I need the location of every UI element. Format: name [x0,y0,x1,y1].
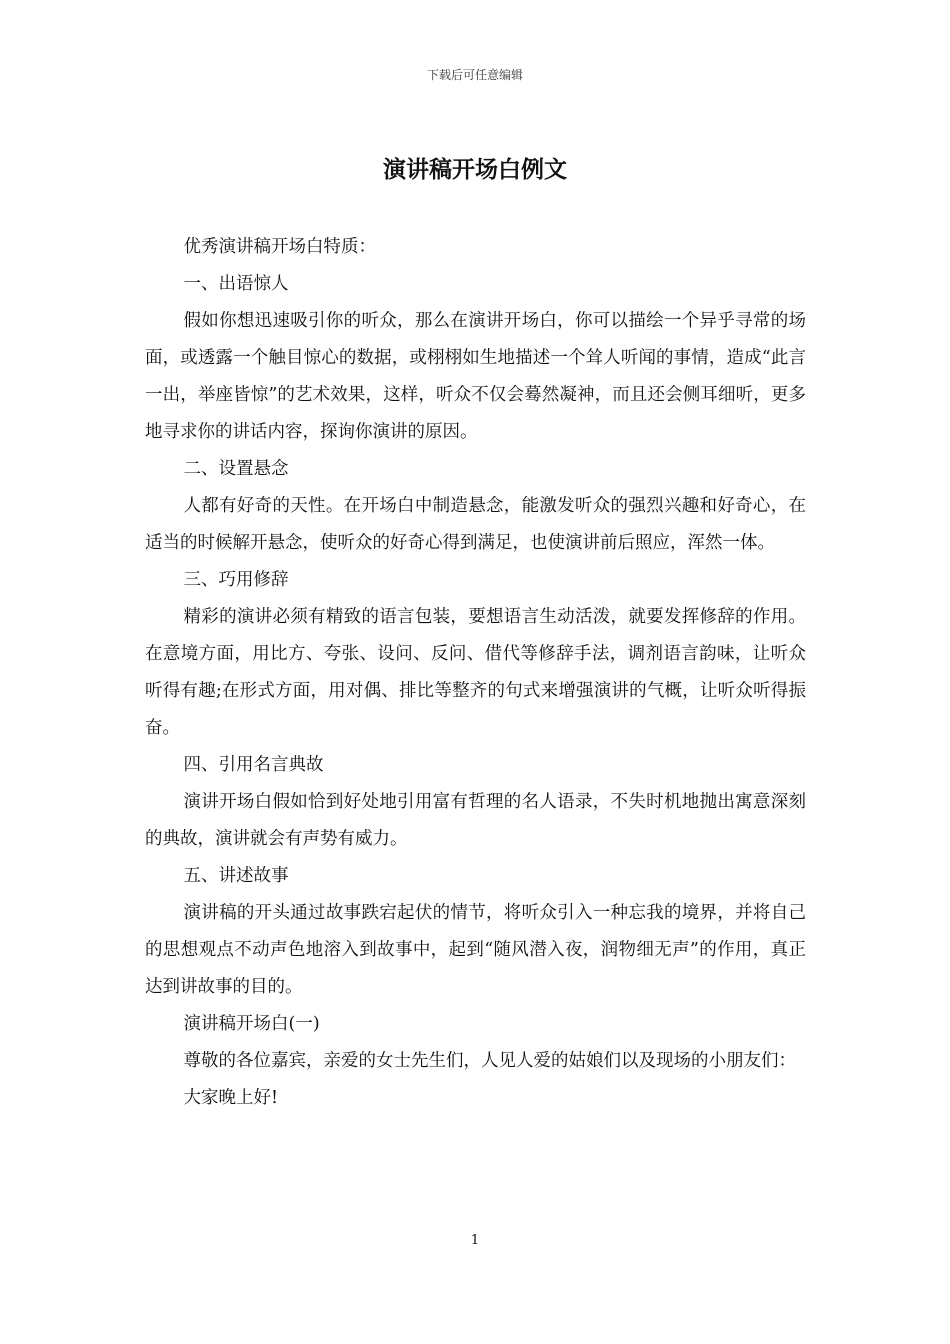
body-paragraph: 精彩的演讲必须有精致的语言包装，要想语言生动活泼，就要发挥修辞的作用。在意境方面，用比方、夸张、设问、反问、借代等修辞手法，调剂语言韵味，让听众听得有趣;在形式方面，用对偶、排比等整齐的句式来增强演讲的气概，让听众听得振奋。 [145,607,806,738]
document-title: 演讲稿开场白例文 [383,157,567,183]
section-heading-1: 一、出语惊人 [183,274,289,294]
body-paragraph: 假如你想迅速吸引你的听众，那么在演讲开场白，你可以描绘一个异乎寻常的场面，或透露一个触目惊心的数据，或栩栩如生地描述一个耸人听闻的事情，造成“此言一出，举座皆惊”的艺术效果，这样，听众不仅会蓦然凝神，而且还会侧耳细听，更多地寻求你的讲话内容，探询你演讲的原因。 [145,311,806,442]
body-paragraph: 演讲稿的开头通过故事跌宕起伏的情节，将听众引入一种忘我的境界，并将自己的思想观点不动声色地溶入到故事中，起到“随风潜入夜，润物细无声”的作用，真正达到讲故事的目的。 [145,903,806,997]
section-heading-4: 四、引用名言典故 [183,755,324,775]
document-body [145,229,806,1117]
page-number: 1 [470,1233,480,1248]
body-paragraph: 人都有好奇的天性。在开场白中制造悬念，能激发听众的强烈兴趣和好奇心，在适当的时候解开悬念，使听众的好奇心得到满足，也使演讲前后照应，浑然一体。 [145,496,806,553]
page-header-note: 下载后可任意编辑 [426,68,523,82]
section-heading-3: 三、巧用修辞 [183,570,289,590]
section-heading-2: 二、设置悬念 [183,459,289,479]
body-paragraph: 演讲开场白假如恰到好处地引用富有哲理的名人语录，不失时机地抛出寓意深刻的典故，演讲就会有声势有威力。 [145,792,806,849]
example-heading: 演讲稿开场白(一) [183,1014,320,1034]
section-heading-5: 五、讲述故事 [183,866,289,886]
section-intro: 优秀演讲稿开场白特质： [183,237,376,257]
body-paragraph: 尊敬的各位嘉宾，亲爱的女士先生们，人见人爱的姑娘们以及现场的小朋友们： [183,1051,796,1071]
body-paragraph: 大家晚上好! [183,1088,279,1108]
